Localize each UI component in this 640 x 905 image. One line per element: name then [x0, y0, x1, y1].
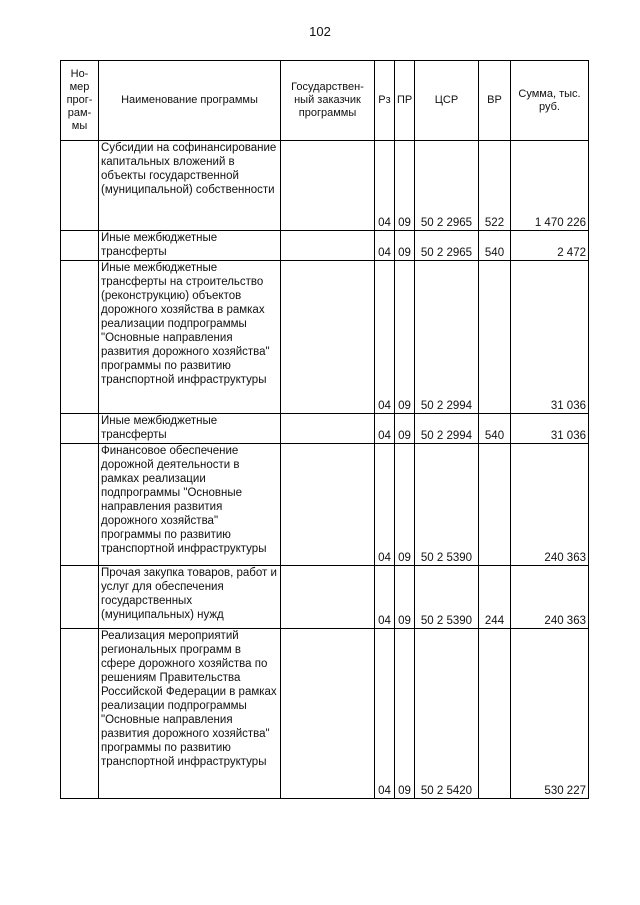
pr-cell: 09: [395, 629, 415, 799]
table-row: [61, 261, 589, 414]
header-program-number: Но-мер прог-рам-мы: [61, 61, 99, 141]
vr-cell: 244: [479, 566, 511, 629]
csr-cell: 50 2 5420: [415, 629, 479, 799]
state-customer-cell: [281, 141, 375, 231]
rz-cell: 04: [375, 141, 395, 231]
program-name-cell: Реализация мероприятий региональных программ в сфере дорожного хозяйства по решениям Правительства Российской Федерации в рамках реализации подпрограммы "Основные направления развития дорожного хозяйства" программы по развитию транспортной инфраструктуры: [99, 629, 281, 799]
state-customer-cell: [281, 414, 375, 444]
program-number-cell: [61, 444, 99, 566]
state-customer-cell: [281, 444, 375, 566]
csr-cell: 50 2 2965: [415, 231, 479, 261]
csr-cell: 50 2 5390: [415, 566, 479, 629]
vr-cell: 540: [479, 231, 511, 261]
sum-cell: 1 470 226: [511, 141, 589, 231]
vr-cell: 540: [479, 414, 511, 444]
state-customer-cell: [281, 629, 375, 799]
csr-cell: 50 2 5390: [415, 444, 479, 566]
vr-cell: [479, 629, 511, 799]
pr-cell: 09: [395, 231, 415, 261]
budget-table: [60, 60, 589, 799]
header-rz: Рз: [375, 61, 395, 141]
program-number-cell: [61, 231, 99, 261]
table-row: [61, 231, 589, 261]
program-name-cell: Иные межбюджетные трансферты: [99, 414, 281, 444]
rz-cell: 04: [375, 261, 395, 414]
rz-cell: 04: [375, 566, 395, 629]
pr-cell: 09: [395, 566, 415, 629]
program-name-cell: Иные межбюджетные трансферты на строительство (реконструкцию) объектов дорожного хозяйства в рамках реализации подпрограммы "Основные направления развития дорожного хозяйства" программы по развитию транспортной инфраструктуры: [99, 261, 281, 414]
rz-cell: 04: [375, 444, 395, 566]
pr-cell: 09: [395, 444, 415, 566]
pr-cell: 09: [395, 141, 415, 231]
table-row: [61, 414, 589, 444]
header-csr: ЦСР: [415, 61, 479, 141]
rz-cell: 04: [375, 629, 395, 799]
program-name-cell: Иные межбюджетные трансферты: [99, 231, 281, 261]
program-number-cell: [61, 566, 99, 629]
csr-cell: 50 2 2994: [415, 414, 479, 444]
program-number-cell: [61, 629, 99, 799]
program-number-cell: [61, 261, 99, 414]
sum-cell: 2 472: [511, 231, 589, 261]
table-row: [61, 141, 589, 231]
rz-cell: 04: [375, 414, 395, 444]
header-pr: ПР: [395, 61, 415, 141]
program-number-cell: [61, 141, 99, 231]
state-customer-cell: [281, 231, 375, 261]
rz-cell: 04: [375, 231, 395, 261]
vr-cell: [479, 261, 511, 414]
sum-cell: 240 363: [511, 566, 589, 629]
vr-cell: [479, 444, 511, 566]
state-customer-cell: [281, 566, 375, 629]
header-row: [61, 61, 589, 141]
pr-cell: 09: [395, 261, 415, 414]
vr-cell: 522: [479, 141, 511, 231]
program-name-cell: Финансовое обеспечение дорожной деятельности в рамках реализации подпрограммы "Основные направления развития дорожного хозяйства" программы по развитию транспортной инфраструктуры: [99, 444, 281, 566]
sum-cell: 31 036: [511, 261, 589, 414]
header-state-customer: Государствен-ный заказчик программы: [281, 61, 375, 141]
pr-cell: 09: [395, 414, 415, 444]
sum-cell: 530 227: [511, 629, 589, 799]
csr-cell: 50 2 2994: [415, 261, 479, 414]
program-number-cell: [61, 414, 99, 444]
sum-cell: 240 363: [511, 444, 589, 566]
header-sum: Сумма, тыс. руб.: [511, 61, 589, 141]
sum-cell: 31 036: [511, 414, 589, 444]
table-row: [61, 629, 589, 799]
header-program-name: Наименование программы: [99, 61, 281, 141]
table-row: [61, 444, 589, 566]
page-number: 102: [309, 24, 331, 39]
program-name-cell: Прочая закупка товаров, работ и услуг для обеспечения государственных (муниципальных) нужд: [99, 566, 281, 629]
state-customer-cell: [281, 261, 375, 414]
csr-cell: 50 2 2965: [415, 141, 479, 231]
table-row: [61, 566, 589, 629]
program-name-cell: Субсидии на софинансирование капитальных вложений в объекты государственной (муниципальной) собственности: [99, 141, 281, 231]
header-vr: ВР: [479, 61, 511, 141]
